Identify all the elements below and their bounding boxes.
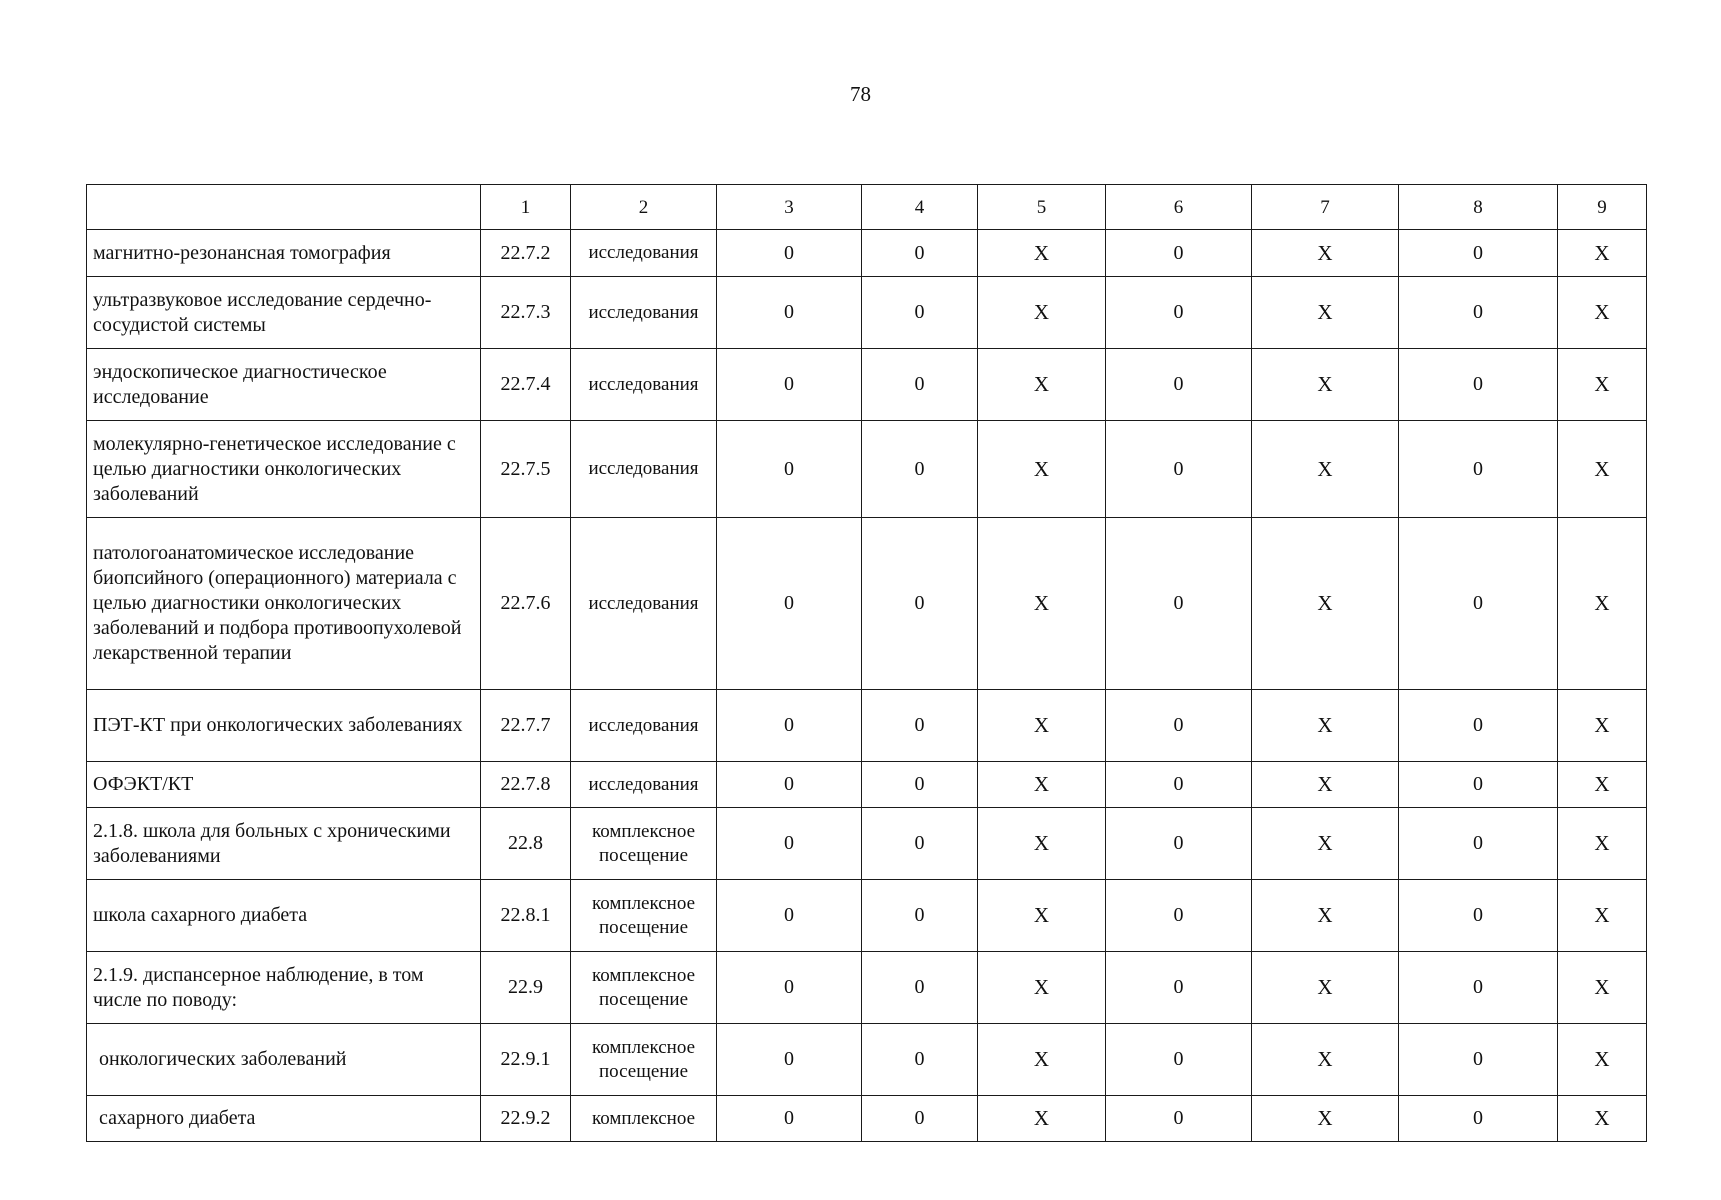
header-cell-col-8: 8: [1399, 185, 1558, 230]
row-unit-cell: исследования: [571, 762, 717, 808]
row-name-cell: молекулярно-генетическое исследование с целью диагностики онкологических заболеваний: [87, 421, 481, 518]
table-row: [87, 880, 1647, 952]
row-value-col-6: 0: [1106, 952, 1252, 1024]
row-value-col-6: 0: [1106, 421, 1252, 518]
table-row: [87, 808, 1647, 880]
table-row: [87, 421, 1647, 518]
row-name-cell: школа сахарного диабета: [87, 880, 481, 952]
header-cell-col-2: 2: [571, 185, 717, 230]
row-unit-cell: комплексное посещение: [571, 1024, 717, 1096]
row-value-col-9: X: [1558, 277, 1647, 349]
row-code-cell: 22.9.2: [481, 1096, 571, 1142]
row-value-col-5: X: [978, 349, 1106, 421]
row-name-cell: сахарного диабета: [87, 1096, 481, 1142]
row-value-col-8: 0: [1399, 349, 1558, 421]
table-row: [87, 762, 1647, 808]
header-cell-col-6: 6: [1106, 185, 1252, 230]
row-value-col-9: X: [1558, 1024, 1647, 1096]
row-name-cell: магнитно-резонансная томография: [87, 230, 481, 277]
row-unit-cell: исследования: [571, 277, 717, 349]
row-value-col-3: 0: [717, 690, 862, 762]
table-row: [87, 277, 1647, 349]
row-value-col-3: 0: [717, 421, 862, 518]
row-value-col-9: X: [1558, 808, 1647, 880]
row-value-col-4: 0: [862, 1024, 978, 1096]
row-value-col-7: X: [1252, 230, 1399, 277]
row-code-cell: 22.7.6: [481, 518, 571, 690]
row-value-col-7: X: [1252, 1096, 1399, 1142]
row-unit-cell: комплексное: [571, 1096, 717, 1142]
row-value-col-3: 0: [717, 1096, 862, 1142]
row-code-cell: 22.8.1: [481, 880, 571, 952]
row-value-col-6: 0: [1106, 808, 1252, 880]
row-name-cell: эндоскопическое диагностическое исследование: [87, 349, 481, 421]
row-value-col-8: 0: [1399, 277, 1558, 349]
row-code-cell: 22.7.8: [481, 762, 571, 808]
row-value-col-6: 0: [1106, 277, 1252, 349]
row-value-col-9: X: [1558, 349, 1647, 421]
table-row: [87, 518, 1647, 690]
row-name-cell: 2.1.9. диспансерное наблюдение, в том числе по поводу:: [87, 952, 481, 1024]
row-value-col-5: X: [978, 880, 1106, 952]
row-value-col-3: 0: [717, 277, 862, 349]
row-code-cell: 22.7.2: [481, 230, 571, 277]
table-row: [87, 1096, 1647, 1142]
row-name-cell: ОФЭКТ/КТ: [87, 762, 481, 808]
row-unit-cell: исследования: [571, 518, 717, 690]
row-value-col-9: X: [1558, 230, 1647, 277]
header-cell-col-9: 9: [1558, 185, 1647, 230]
table-row: [87, 1024, 1647, 1096]
row-value-col-3: 0: [717, 808, 862, 880]
row-value-col-8: 0: [1399, 1096, 1558, 1142]
row-code-cell: 22.7.3: [481, 277, 571, 349]
row-value-col-8: 0: [1399, 1024, 1558, 1096]
row-unit-cell: комплексное посещение: [571, 952, 717, 1024]
table-row: [87, 349, 1647, 421]
row-value-col-6: 0: [1106, 690, 1252, 762]
row-unit-cell: исследования: [571, 349, 717, 421]
row-value-col-4: 0: [862, 762, 978, 808]
row-value-col-7: X: [1252, 277, 1399, 349]
row-value-col-4: 0: [862, 808, 978, 880]
row-value-col-5: X: [978, 421, 1106, 518]
row-value-col-4: 0: [862, 421, 978, 518]
row-value-col-8: 0: [1399, 690, 1558, 762]
row-unit-cell: исследования: [571, 421, 717, 518]
row-value-col-3: 0: [717, 880, 862, 952]
row-name-cell: ультразвуковое исследование сердечно-сосудистой системы: [87, 277, 481, 349]
row-value-col-5: X: [978, 952, 1106, 1024]
row-value-col-3: 0: [717, 762, 862, 808]
row-value-col-9: X: [1558, 1096, 1647, 1142]
row-value-col-6: 0: [1106, 518, 1252, 690]
row-name-cell: 2.1.8. школа для больных с хроническими заболеваниями: [87, 808, 481, 880]
row-value-col-8: 0: [1399, 518, 1558, 690]
row-value-col-6: 0: [1106, 1096, 1252, 1142]
table-body: [87, 185, 1647, 1142]
row-code-cell: 22.9.1: [481, 1024, 571, 1096]
row-code-cell: 22.7.5: [481, 421, 571, 518]
row-value-col-9: X: [1558, 952, 1647, 1024]
row-value-col-5: X: [978, 230, 1106, 277]
row-value-col-9: X: [1558, 880, 1647, 952]
row-value-col-3: 0: [717, 518, 862, 690]
row-value-col-8: 0: [1399, 952, 1558, 1024]
header-cell-col-5: 5: [978, 185, 1106, 230]
row-unit-cell: комплексное посещение: [571, 880, 717, 952]
row-value-col-8: 0: [1399, 762, 1558, 808]
row-unit-cell: исследования: [571, 690, 717, 762]
row-value-col-5: X: [978, 762, 1106, 808]
row-value-col-6: 0: [1106, 880, 1252, 952]
row-value-col-3: 0: [717, 952, 862, 1024]
row-value-col-7: X: [1252, 518, 1399, 690]
data-table: [86, 184, 1647, 1142]
row-value-col-5: X: [978, 518, 1106, 690]
row-value-col-6: 0: [1106, 349, 1252, 421]
row-value-col-7: X: [1252, 349, 1399, 421]
row-value-col-7: X: [1252, 1024, 1399, 1096]
header-cell-col-7: 7: [1252, 185, 1399, 230]
header-cell-col-1: 1: [481, 185, 571, 230]
row-value-col-7: X: [1252, 421, 1399, 518]
row-unit-cell: комплексное посещение: [571, 808, 717, 880]
row-value-col-4: 0: [862, 690, 978, 762]
row-code-cell: 22.9: [481, 952, 571, 1024]
header-cell-col-3: 3: [717, 185, 862, 230]
row-value-col-4: 0: [862, 349, 978, 421]
row-name-cell: онкологических заболеваний: [87, 1024, 481, 1096]
table-row: [87, 952, 1647, 1024]
row-value-col-7: X: [1252, 952, 1399, 1024]
row-value-col-4: 0: [862, 518, 978, 690]
row-name-cell: патологоанатомическое исследование биопсийного (операционного) материала с целью диагностики онкологических заболеваний и подбора противоопухолевой лекарственной терапии: [87, 518, 481, 690]
row-value-col-5: X: [978, 277, 1106, 349]
row-value-col-8: 0: [1399, 230, 1558, 277]
row-value-col-8: 0: [1399, 880, 1558, 952]
row-value-col-8: 0: [1399, 421, 1558, 518]
row-value-col-5: X: [978, 1096, 1106, 1142]
row-value-col-8: 0: [1399, 808, 1558, 880]
row-code-cell: 22.8: [481, 808, 571, 880]
row-value-col-4: 0: [862, 1096, 978, 1142]
row-value-col-7: X: [1252, 762, 1399, 808]
row-code-cell: 22.7.4: [481, 349, 571, 421]
row-value-col-4: 0: [862, 277, 978, 349]
row-value-col-6: 0: [1106, 1024, 1252, 1096]
row-value-col-4: 0: [862, 230, 978, 277]
row-value-col-5: X: [978, 1024, 1106, 1096]
row-value-col-4: 0: [862, 880, 978, 952]
row-value-col-7: X: [1252, 808, 1399, 880]
row-value-col-9: X: [1558, 518, 1647, 690]
row-value-col-4: 0: [862, 952, 978, 1024]
row-value-col-7: X: [1252, 690, 1399, 762]
page-number: 78: [850, 82, 871, 106]
row-value-col-9: X: [1558, 762, 1647, 808]
row-value-col-6: 0: [1106, 762, 1252, 808]
row-code-cell: 22.7.7: [481, 690, 571, 762]
table-row: [87, 230, 1647, 277]
row-name-cell: ПЭТ-КТ при онкологических заболеваниях: [87, 690, 481, 762]
row-value-col-7: X: [1252, 880, 1399, 952]
row-value-col-9: X: [1558, 690, 1647, 762]
header-cell-col-4: 4: [862, 185, 978, 230]
row-value-col-5: X: [978, 808, 1106, 880]
row-value-col-3: 0: [717, 1024, 862, 1096]
row-value-col-6: 0: [1106, 230, 1252, 277]
row-value-col-5: X: [978, 690, 1106, 762]
table-row: [87, 690, 1647, 762]
header-cell-empty: [87, 185, 481, 230]
row-value-col-9: X: [1558, 421, 1647, 518]
row-value-col-3: 0: [717, 230, 862, 277]
row-value-col-3: 0: [717, 349, 862, 421]
table-header-row: [87, 185, 1647, 230]
row-unit-cell: исследования: [571, 230, 717, 277]
